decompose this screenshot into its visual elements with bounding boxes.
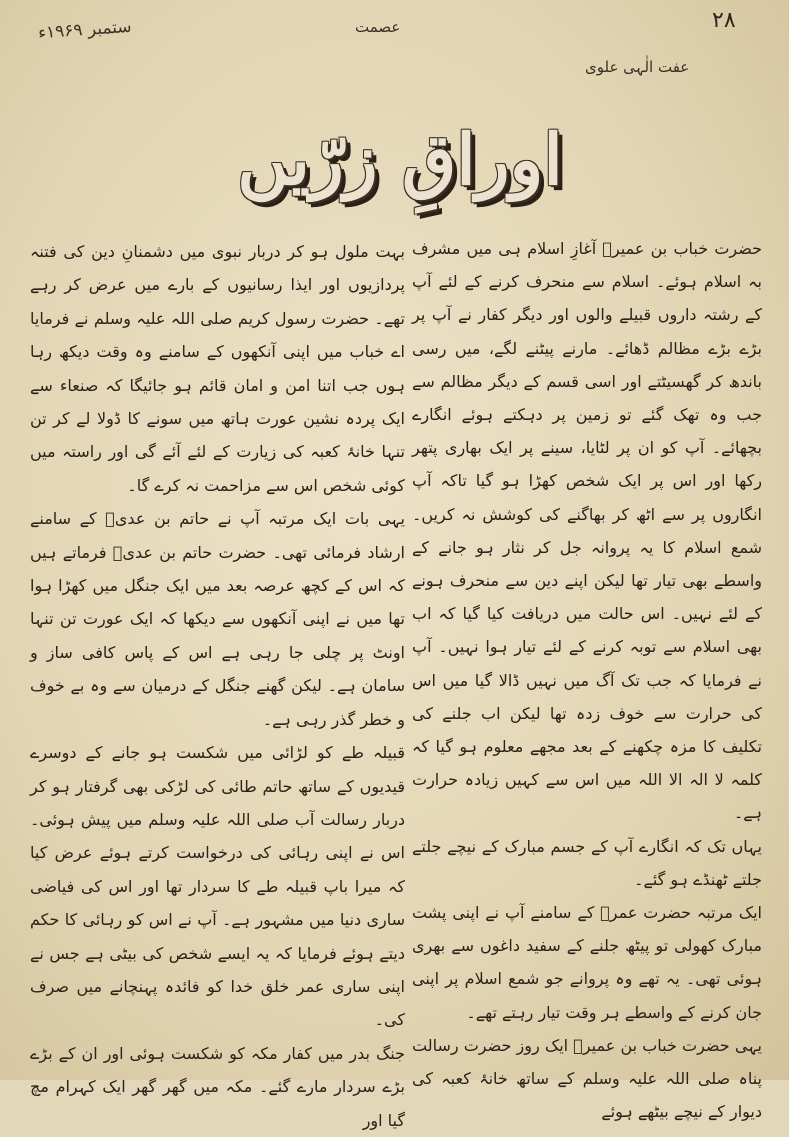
paragraph: قبیلہ طے کو لڑائی میں شکست ہو جانے کے دوسرے قیدیوں کے ساتھ حاتم طائی کی لڑکی بھی گرفتار ہو کر دربار رسالت آب صلی اللہ علیہ وسلم میں پیش ہوئی۔ اس نے اپنی رہائی کی درخواست کرتے ہوئے عرض کیا کہ میرا باپ قبیلہ طے کا سردار تھا اور اس کی فیاضی ساری دنیا میں مشہور ہے۔ آپ نے اس کو رہائی کا حکم دیتے ہوئے فرمایا کہ یہ ایسے شخص کی بیٹی ہے جس نے اپنی ساری عمر خلق خدا کو فائدہ پہنچانے میں صرف کی۔ — [30, 743, 405, 1030]
paragraph: یہی بات ایک مرتبہ آپ نے حاتم بن عدیؓ کے سامنے ارشاد فرمائی تھی۔ حضرت حاتم بن عدیؓ فرماتے ہیں کہ اس کے کچھ عرصہ بعد میں ایک جنگل میں کھڑا ہوا تھا میں نے اپنی آنکھوں سے دیکھا کہ ایک عورت تن تنہا اونٹ پر چلی جا رہی ہے اس کے پاس کافی ساز و سامان ہے۔ لیکن گھنے جنگل کے درمیان سے وہ بے خوف و خطر گذر رہی ہے۔ — [30, 509, 405, 729]
paragraph: بہت ملول ہو کر دربار نبوی میں دشمنانِ دین کی فتنہ پردازیوں اور ایذا رسانیوں کے بارے میں عرض کر رہے تھے۔ حضرت رسول کریم صلی اللہ علیہ وسلم نے فرمایا اے خباب میں اپنی آنکھوں کے سامنے وہ وقت دیکھ رہا ہوں جب اتنا امن و امان قائم ہو جائیگا کہ صنعاء سے ایک پردہ نشین عورت ہاتھ میں سونے کا ڈولا لے کر تن تنہا خانۂ کعبہ کی زیارت کے لئے آئے گی اور راستہ میں کوئی شخص اس سے مزاحمت نہ کرے گا۔ — [30, 242, 405, 495]
paragraph: جنگ بدر میں کفار مکہ کو شکست ہوئی اور ان کے بڑے بڑے سردار مارے گئے۔ مکہ میں گھر گھر ایک کہرام مچ گیا اور — [30, 1043, 405, 1130]
paragraph: یہی حضرت خباب بن عمیرؓ ایک روز حضرت رسالت پناہ صلی اللہ علیہ وسلم کے ساتھ خانۂ کعبہ کی دیوار کے نیچے بیٹھے ہوئے — [412, 1035, 762, 1122]
issue-date: ستمبر ۱۹۶۹ء — [37, 16, 133, 44]
paragraph: حضرت خباب بن عمیرؓ آغازِ اسلام ہی میں مشرف بہ اسلام ہوئے۔ اسلام سے منحرف کرنے کے لئے آپ کے رشتہ داروں قبیلے والوں اور دیگر کفار نے آپ پر بڑے بڑے مظالم ڈھائے۔ مارنے پیٹنے لگے، میں رسی باندھ کر گھسیٹتے اور اسی قسم کے دیگر مظالم سے جب وہ تھک گئے تو زمین پر دہکتے ہوئے انگارے بچھائے۔ آپ کو ان پر لٹایا، سینے پر ایک بھاری پتھر رکھا اور اس پر ایک شخص کھڑا ہو گیا تاکہ آپ انگاروں پر سے اٹھ کر بھاگنے کی کوشش نہ کریں۔ شمع اسلام کا یہ پروانہ جل کر نثار ہو جانے کے واسطے بھی تیار تھا لیکن اپنے دین سے منحرف ہونے کے لئے نہیں۔ اس حالت میں دریافت کیا گیا کہ اب بھی اسلام سے توبہ کرنے کے لئے تیار ہوا نہیں۔ آپ نے فرمایا کہ جب تک آگ میں نہیں ڈالا گیا میں اس کی حرارت سے خوف زدہ تھا لیکن اب جلنے کی تکلیف کا مزہ چکھنے کے بعد مجھے معلوم ہو گیا کہ کلمہ لا الہ الا اللہ میں اس سے کہیں زیادہ حرارت ہے۔ — [412, 239, 762, 823]
magazine-name: عصمت — [355, 18, 401, 36]
page-number: ۲۸ — [712, 8, 736, 33]
article-title: اوراقِ زرّیں — [237, 118, 563, 201]
paragraph: ایک مرتبہ حضرت عمرؓ کے سامنے آپ نے اپنی پشت مبارک کھولی تو پیٹھ جلنے کے سفید داغوں سے بھری ہوئی تھی۔ یہ تھے وہ پروانے جو شمع اسلام پر اپنی جان کرنے کے واسطے ہر وقت تیار رہتے تھے۔ — [412, 903, 762, 1022]
left-text-column — [30, 235, 405, 1137]
paragraph: یہاں تک کہ انگارے آپ کے جسم مبارک کے نیچے جلتے جلتے ٹھنڈے ہو گئے۔ — [412, 836, 762, 889]
right-text-column — [412, 232, 762, 1128]
author-name: عفت الٰہی علوی — [585, 58, 690, 76]
